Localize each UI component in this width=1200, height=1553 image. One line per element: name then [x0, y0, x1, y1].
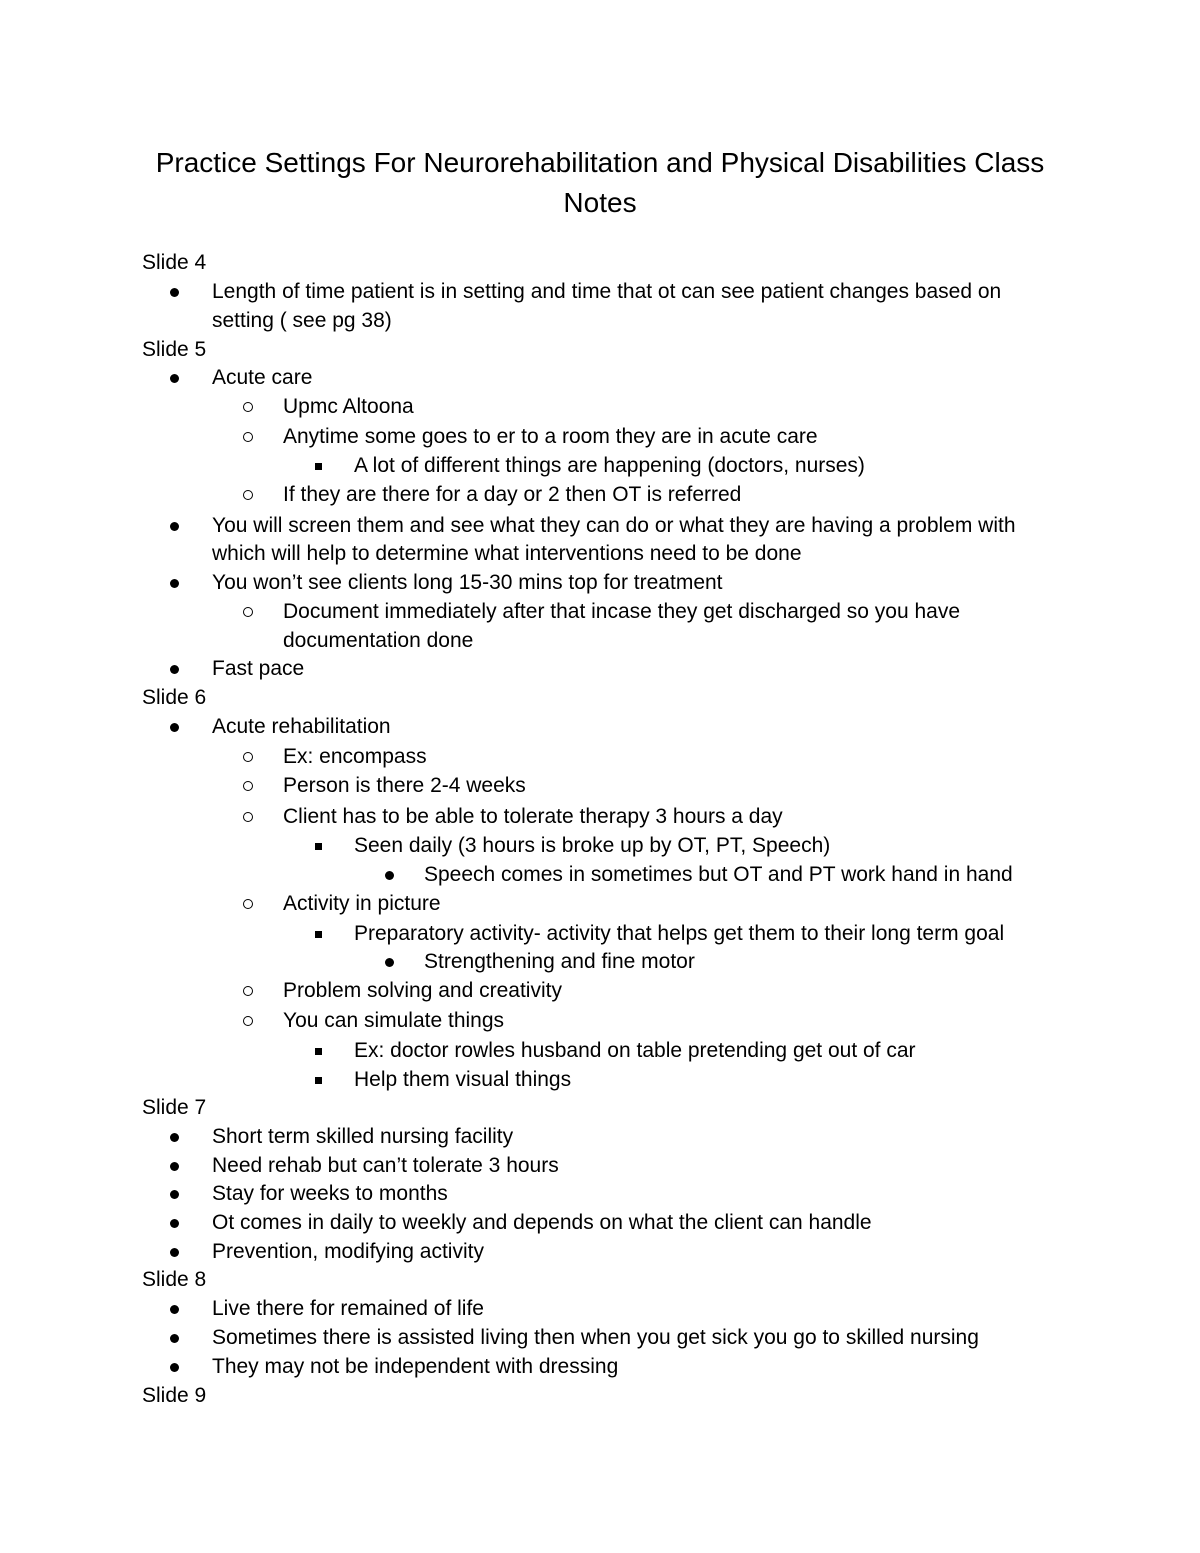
bullet-icon — [170, 288, 179, 297]
list-item: Speech comes in sometimes but OT and PT work hand in hand — [424, 863, 1013, 886]
bullet-icon — [170, 1190, 179, 1199]
hollow-circle-bullet-icon — [243, 899, 253, 909]
list-item: They may not be independent with dressing — [212, 1355, 619, 1378]
list-item-continuation: documentation done — [283, 629, 474, 652]
slide-heading: Slide 8 — [142, 1268, 207, 1291]
square-bullet-icon — [315, 1048, 322, 1055]
title-line-1: Practice Settings For Neurorehabilitation and Physical Disabilities Class — [155, 147, 1045, 178]
list-item: Length of time patient is in setting and time that ot can see patient changes based on — [212, 280, 1002, 303]
slide-heading: Slide 4 — [142, 251, 207, 274]
hollow-circle-bullet-icon — [243, 1016, 253, 1026]
list-item: Sometimes there is assisted living then when you get sick you go to skilled nursing — [212, 1326, 979, 1349]
list-item: You can simulate things — [283, 1009, 505, 1032]
hollow-circle-bullet-icon — [243, 490, 253, 500]
bullet-icon — [170, 1248, 179, 1257]
square-bullet-icon — [315, 843, 322, 850]
list-item: Client has to be able to tolerate therapy 3 hours a day — [283, 805, 783, 828]
list-item: Need rehab but can’t tolerate 3 hours — [212, 1154, 559, 1177]
list-item: Seen daily (3 hours is broke up by OT, PT, Speech) — [354, 834, 831, 857]
list-item: Problem solving and creativity — [283, 979, 562, 1002]
slide-heading: Slide 9 — [142, 1384, 207, 1407]
square-bullet-icon — [315, 931, 322, 938]
document-title — [100, 143, 1100, 223]
bullet-icon — [170, 1305, 179, 1314]
list-item: Acute care — [212, 366, 313, 389]
hollow-circle-bullet-icon — [243, 607, 253, 617]
bullet-icon — [385, 871, 394, 880]
list-item: Acute rehabilitation — [212, 715, 391, 738]
list-item: Prevention, modifying activity — [212, 1240, 484, 1263]
list-item: Activity in picture — [283, 892, 441, 915]
bullet-icon — [170, 1334, 179, 1343]
hollow-circle-bullet-icon — [243, 986, 253, 996]
list-item: Upmc Altoona — [283, 395, 414, 418]
bullet-icon — [170, 1219, 179, 1228]
list-item: You will screen them and see what they can do or what they are having a problem with — [212, 514, 1016, 537]
list-item: Person is there 2-4 weeks — [283, 774, 526, 797]
bullet-icon — [170, 522, 179, 531]
list-item: A lot of different things are happening (doctors, nurses) — [354, 454, 865, 477]
list-item: Help them visual things — [354, 1068, 572, 1091]
hollow-circle-bullet-icon — [243, 812, 253, 822]
bullet-icon — [170, 1162, 179, 1171]
hollow-circle-bullet-icon — [243, 432, 253, 442]
title-line-2: Notes — [563, 187, 637, 218]
square-bullet-icon — [315, 463, 322, 470]
list-item: Fast pace — [212, 657, 305, 680]
bullet-icon — [170, 665, 179, 674]
list-item: You won’t see clients long 15-30 mins top for treatment — [212, 571, 723, 594]
list-item: Preparatory activity- activity that helps get them to their long term goal — [354, 922, 1005, 945]
list-item-continuation: setting ( see pg 38) — [212, 309, 392, 332]
list-item: If they are there for a day or 2 then OT is referred — [283, 483, 742, 506]
square-bullet-icon — [315, 1077, 322, 1084]
list-item: Document immediately after that incase they get discharged so you have — [283, 600, 961, 623]
hollow-circle-bullet-icon — [243, 402, 253, 412]
hollow-circle-bullet-icon — [243, 781, 253, 791]
list-item: Strengthening and fine motor — [424, 950, 695, 973]
hollow-circle-bullet-icon — [243, 752, 253, 762]
bullet-icon — [170, 1133, 179, 1142]
list-item: Ex: encompass — [283, 745, 427, 768]
bullet-icon — [170, 723, 179, 732]
list-item: Ot comes in daily to weekly and depends on what the client can handle — [212, 1211, 872, 1234]
bullet-icon — [385, 958, 394, 967]
bullet-icon — [170, 579, 179, 588]
list-item: Live there for remained of life — [212, 1297, 484, 1320]
slide-heading: Slide 7 — [142, 1096, 207, 1119]
list-item-continuation: which will help to determine what interventions need to be done — [212, 542, 802, 565]
list-item: Short term skilled nursing facility — [212, 1125, 514, 1148]
bullet-icon — [170, 374, 179, 383]
list-item: Ex: doctor rowles husband on table pretending get out of car — [354, 1039, 916, 1062]
bullet-icon — [170, 1363, 179, 1372]
slide-heading: Slide 6 — [142, 686, 207, 709]
list-item: Anytime some goes to er to a room they are in acute care — [283, 425, 818, 448]
slide-heading: Slide 5 — [142, 338, 207, 361]
list-item: Stay for weeks to months — [212, 1182, 448, 1205]
